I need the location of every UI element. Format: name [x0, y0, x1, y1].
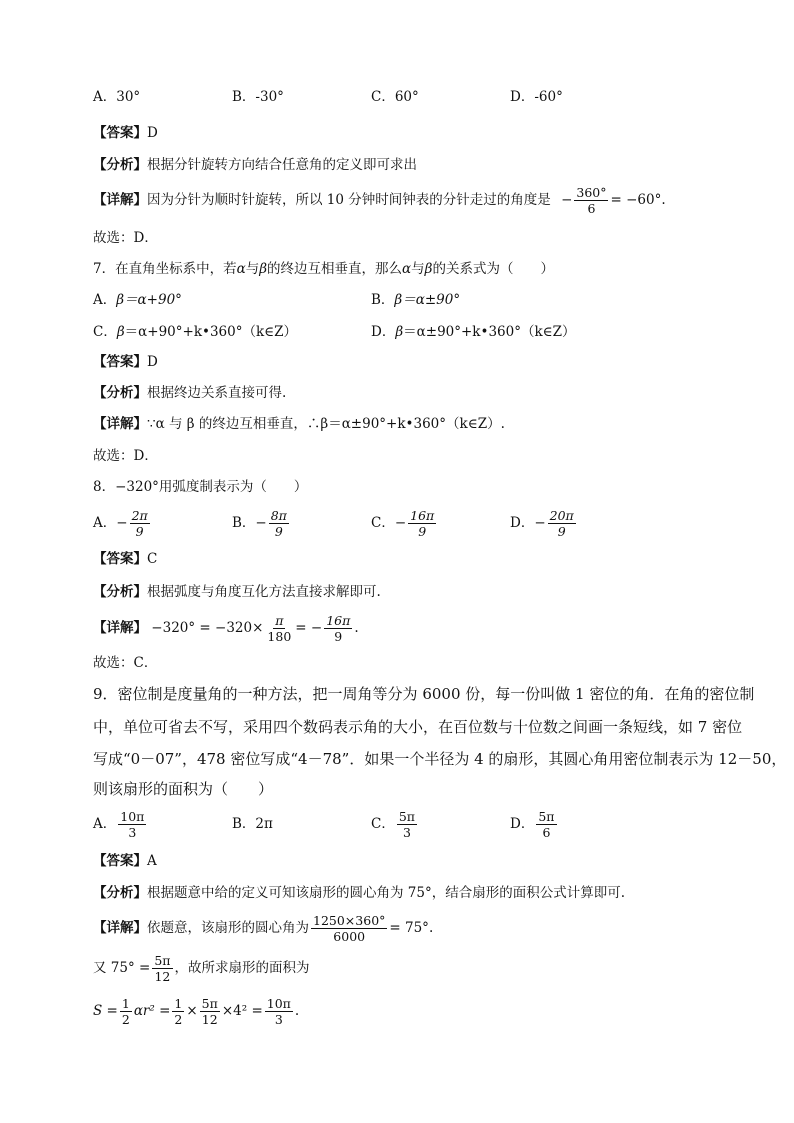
analysis-label: 【分析】: [93, 385, 147, 401]
stem-line: 写成“0－07”，478 密位写成“4－78”．如果一个半径为 4 的扇形，其圆心角用密位制表示为 12－50，: [93, 750, 787, 768]
q7-analysis: [93, 383, 286, 403]
alpha-symbol: α: [236, 261, 246, 277]
beta-symbol: β: [259, 261, 268, 277]
numerator: 10π: [266, 996, 291, 1011]
denominator: 9: [334, 629, 343, 644]
q6-detail: [93, 182, 666, 218]
beta-symbol: β: [395, 324, 404, 340]
option-prefix: B．: [371, 292, 395, 308]
math-text: S =: [93, 1003, 118, 1019]
option-prefix: A．: [93, 515, 117, 531]
q6-option-d: D．-60°: [510, 89, 563, 105]
denominator: 9: [274, 524, 283, 539]
analysis-text: 根据题意中给的定义可知该扇形的圆心角为 75°，结合扇形的面积公式计算即可.: [147, 885, 626, 901]
fraction: [408, 508, 436, 539]
denominator: 9: [418, 524, 427, 539]
option-prefix: C．: [371, 515, 395, 531]
fraction: [311, 913, 387, 944]
denominator: 12: [201, 1012, 218, 1027]
fraction: [397, 809, 417, 840]
beta-symbol: β: [116, 292, 125, 308]
answer-label: 【答案】: [93, 354, 147, 370]
minus-sign: −: [534, 515, 546, 531]
denominator: 3: [274, 1012, 283, 1027]
q9-option-c: [371, 806, 419, 842]
numerator: 5π: [201, 996, 218, 1011]
numerator: 1: [174, 996, 183, 1011]
math-text: ×4² =: [221, 1003, 263, 1019]
q9-option-a: [93, 806, 148, 842]
q9-option-b: [232, 814, 273, 834]
stem-text: 与: [245, 261, 260, 277]
fraction: [152, 953, 172, 984]
stem-text: 与: [411, 261, 425, 277]
numerator: 5π: [154, 953, 171, 968]
q6-option-a: A．30°: [93, 89, 141, 105]
beta-symbol: β: [394, 292, 403, 308]
math-text: αr² =: [133, 1003, 171, 1019]
numerator: 1250×360°: [313, 913, 386, 928]
analysis-label: 【分析】: [93, 584, 147, 600]
q6-analysis: [93, 155, 417, 175]
numerator: 5π: [398, 809, 416, 824]
beta-symbol: β: [116, 324, 125, 340]
detail-result: = 75°: [389, 920, 429, 936]
numerator: 16π: [410, 508, 435, 523]
q7-detail: [93, 414, 505, 434]
denominator: 2: [121, 1012, 130, 1027]
denominator: 180: [267, 629, 292, 644]
option-prefix: A．: [93, 292, 117, 308]
q7-stem: [93, 259, 554, 279]
option-prefix: B．: [232, 515, 256, 531]
math-text: .: [354, 620, 359, 636]
detail-label: 【详解】: [93, 192, 147, 208]
option-text: ＝α+90°: [124, 292, 182, 308]
math-text: .: [294, 1003, 300, 1019]
detail-label: 【详解】: [93, 920, 147, 936]
q8-detail: [93, 610, 359, 646]
stem-text: 的终边互相垂直，那么: [267, 261, 403, 277]
denominator: 6: [587, 201, 596, 216]
denominator: 6: [542, 825, 551, 840]
fraction: [536, 809, 556, 840]
option-text: 2π: [255, 816, 273, 832]
fraction: [265, 996, 293, 1027]
detail-text: 因为分针为顺时针旋转，所以 10 分钟时间钟表的分针走过的角度是: [147, 192, 551, 208]
stem-line: 则该扇形的面积为（ ）: [93, 780, 274, 798]
detail-text: 依题意，该扇形的圆心角为: [147, 920, 309, 936]
denominator: 2: [174, 1012, 183, 1027]
q7-option-b: [371, 290, 460, 310]
q8-option-b: [232, 505, 291, 541]
answer-value: C: [147, 551, 158, 567]
numerator: 1: [121, 996, 130, 1011]
option-text: ＝α±90°: [402, 292, 461, 308]
stem-text: 7．在直角坐标系中，若: [93, 261, 237, 277]
q9-answer: [93, 851, 157, 871]
math-text: ，故所求扇形的面积为: [174, 960, 310, 976]
math-text: ×: [186, 1003, 198, 1019]
denominator: 3: [402, 825, 411, 840]
option-text: ＝α±90°+k•360°（k∈Z）: [403, 324, 576, 340]
fraction: [324, 613, 352, 644]
q8-analysis: [93, 582, 381, 602]
denominator: 12: [154, 969, 171, 984]
detail-end: .: [661, 192, 666, 208]
q9-detail: [93, 910, 433, 946]
answer-label: 【答案】: [93, 551, 147, 567]
fraction: [265, 613, 293, 644]
analysis-label: 【分析】: [93, 885, 147, 901]
detail-label: 【详解】: [93, 416, 147, 432]
detail-label: 【详解】: [93, 620, 147, 636]
fraction: [120, 996, 132, 1027]
numerator: 20π: [549, 508, 574, 523]
denominator: 9: [135, 524, 144, 539]
option-prefix: B．: [232, 816, 256, 832]
minus-sign: −: [116, 515, 128, 531]
q6-option-b: B．-30°: [232, 89, 284, 105]
detail-sign: −: [561, 192, 573, 208]
denominator: 6000: [333, 929, 366, 944]
analysis-text: 根据终边关系直接可得.: [147, 385, 287, 401]
q8-option-d: [510, 505, 578, 541]
option-prefix: A．: [93, 816, 117, 832]
option-prefix: D．: [510, 515, 535, 531]
q6-answer: [93, 123, 158, 143]
option-text: ＝α+90°+k•360°（k∈Z）: [124, 324, 298, 340]
fraction: [200, 996, 220, 1027]
option-prefix: C．: [93, 324, 117, 340]
stem-line: 9．密位制是度量角的一种方法，把一周角等分为 6000 份，每一份叫做 1 密位的角．在角的密位制: [93, 685, 755, 703]
numerator: 5π: [538, 809, 555, 824]
stem-line: 中，单位可省去不写，采用四个数码表示角的大小，在百位数与十位数之间画一条短线，如 7 密位: [93, 718, 743, 736]
detail-text: ∵α 与 β 的终边互相垂直，∴β＝α±90°+k•360°（k∈Z）.: [147, 416, 505, 432]
fraction: [269, 508, 289, 539]
math-text: = −: [295, 620, 323, 636]
numerator: 2π: [131, 508, 148, 523]
denominator: 3: [128, 825, 137, 840]
q8-conclusion: 故选：C．: [93, 655, 158, 671]
q8-option-a: [93, 505, 152, 541]
alpha-symbol: α: [402, 261, 412, 277]
option-prefix: D．: [510, 816, 535, 832]
numerator: π: [275, 613, 284, 628]
fraction: [118, 809, 146, 840]
q7-option-a: [93, 290, 182, 310]
q7-option-c: [93, 322, 297, 342]
detail-end: .: [428, 920, 434, 936]
q6-conclusion: 故选：D．: [93, 230, 158, 246]
q8-stem: 8．−320°用弧度制表示为（ ）: [93, 479, 308, 495]
minus-sign: −: [394, 515, 407, 531]
q8-answer: [93, 549, 157, 569]
fraction: [172, 996, 184, 1027]
numerator: 360°: [576, 185, 607, 200]
option-prefix: D．: [371, 324, 396, 340]
stem-text: 的关系式为（ ）: [432, 261, 554, 277]
q7-conclusion: 故选：D．: [93, 448, 158, 464]
q6-option-c: C．60°: [371, 89, 419, 105]
denominator: 9: [557, 524, 566, 539]
q9-option-d: [510, 806, 559, 842]
q8-option-c: [371, 505, 438, 541]
detail-result: = −60°: [610, 192, 662, 208]
fraction: [574, 185, 608, 216]
numerator: 16π: [326, 613, 351, 628]
q9-detail-line2: [93, 950, 310, 986]
answer-value: D: [147, 125, 158, 141]
q9-analysis: [93, 883, 625, 903]
option-prefix: C．: [371, 816, 395, 832]
math-text: −320° = −320×: [151, 620, 264, 636]
answer-label: 【答案】: [93, 125, 147, 141]
math-text: 又 75° =: [93, 960, 151, 976]
answer-label: 【答案】: [93, 853, 147, 869]
analysis-text: 根据弧度与角度互化方法直接求解即可.: [147, 584, 381, 600]
answer-value: A: [147, 853, 157, 869]
fraction: [130, 508, 150, 539]
beta-symbol: β: [424, 261, 433, 277]
q7-answer: [93, 352, 158, 372]
q9-detail-line3: [93, 993, 299, 1029]
answer-value: D: [147, 354, 158, 370]
numerator: 10π: [120, 809, 145, 824]
q7-option-d: [371, 322, 576, 342]
analysis-label: 【分析】: [93, 157, 147, 173]
analysis-text: 根据分针旋转方向结合任意角的定义即可求出: [147, 157, 417, 173]
numerator: 8π: [270, 508, 287, 523]
fraction: [548, 508, 576, 539]
minus-sign: −: [255, 515, 267, 531]
